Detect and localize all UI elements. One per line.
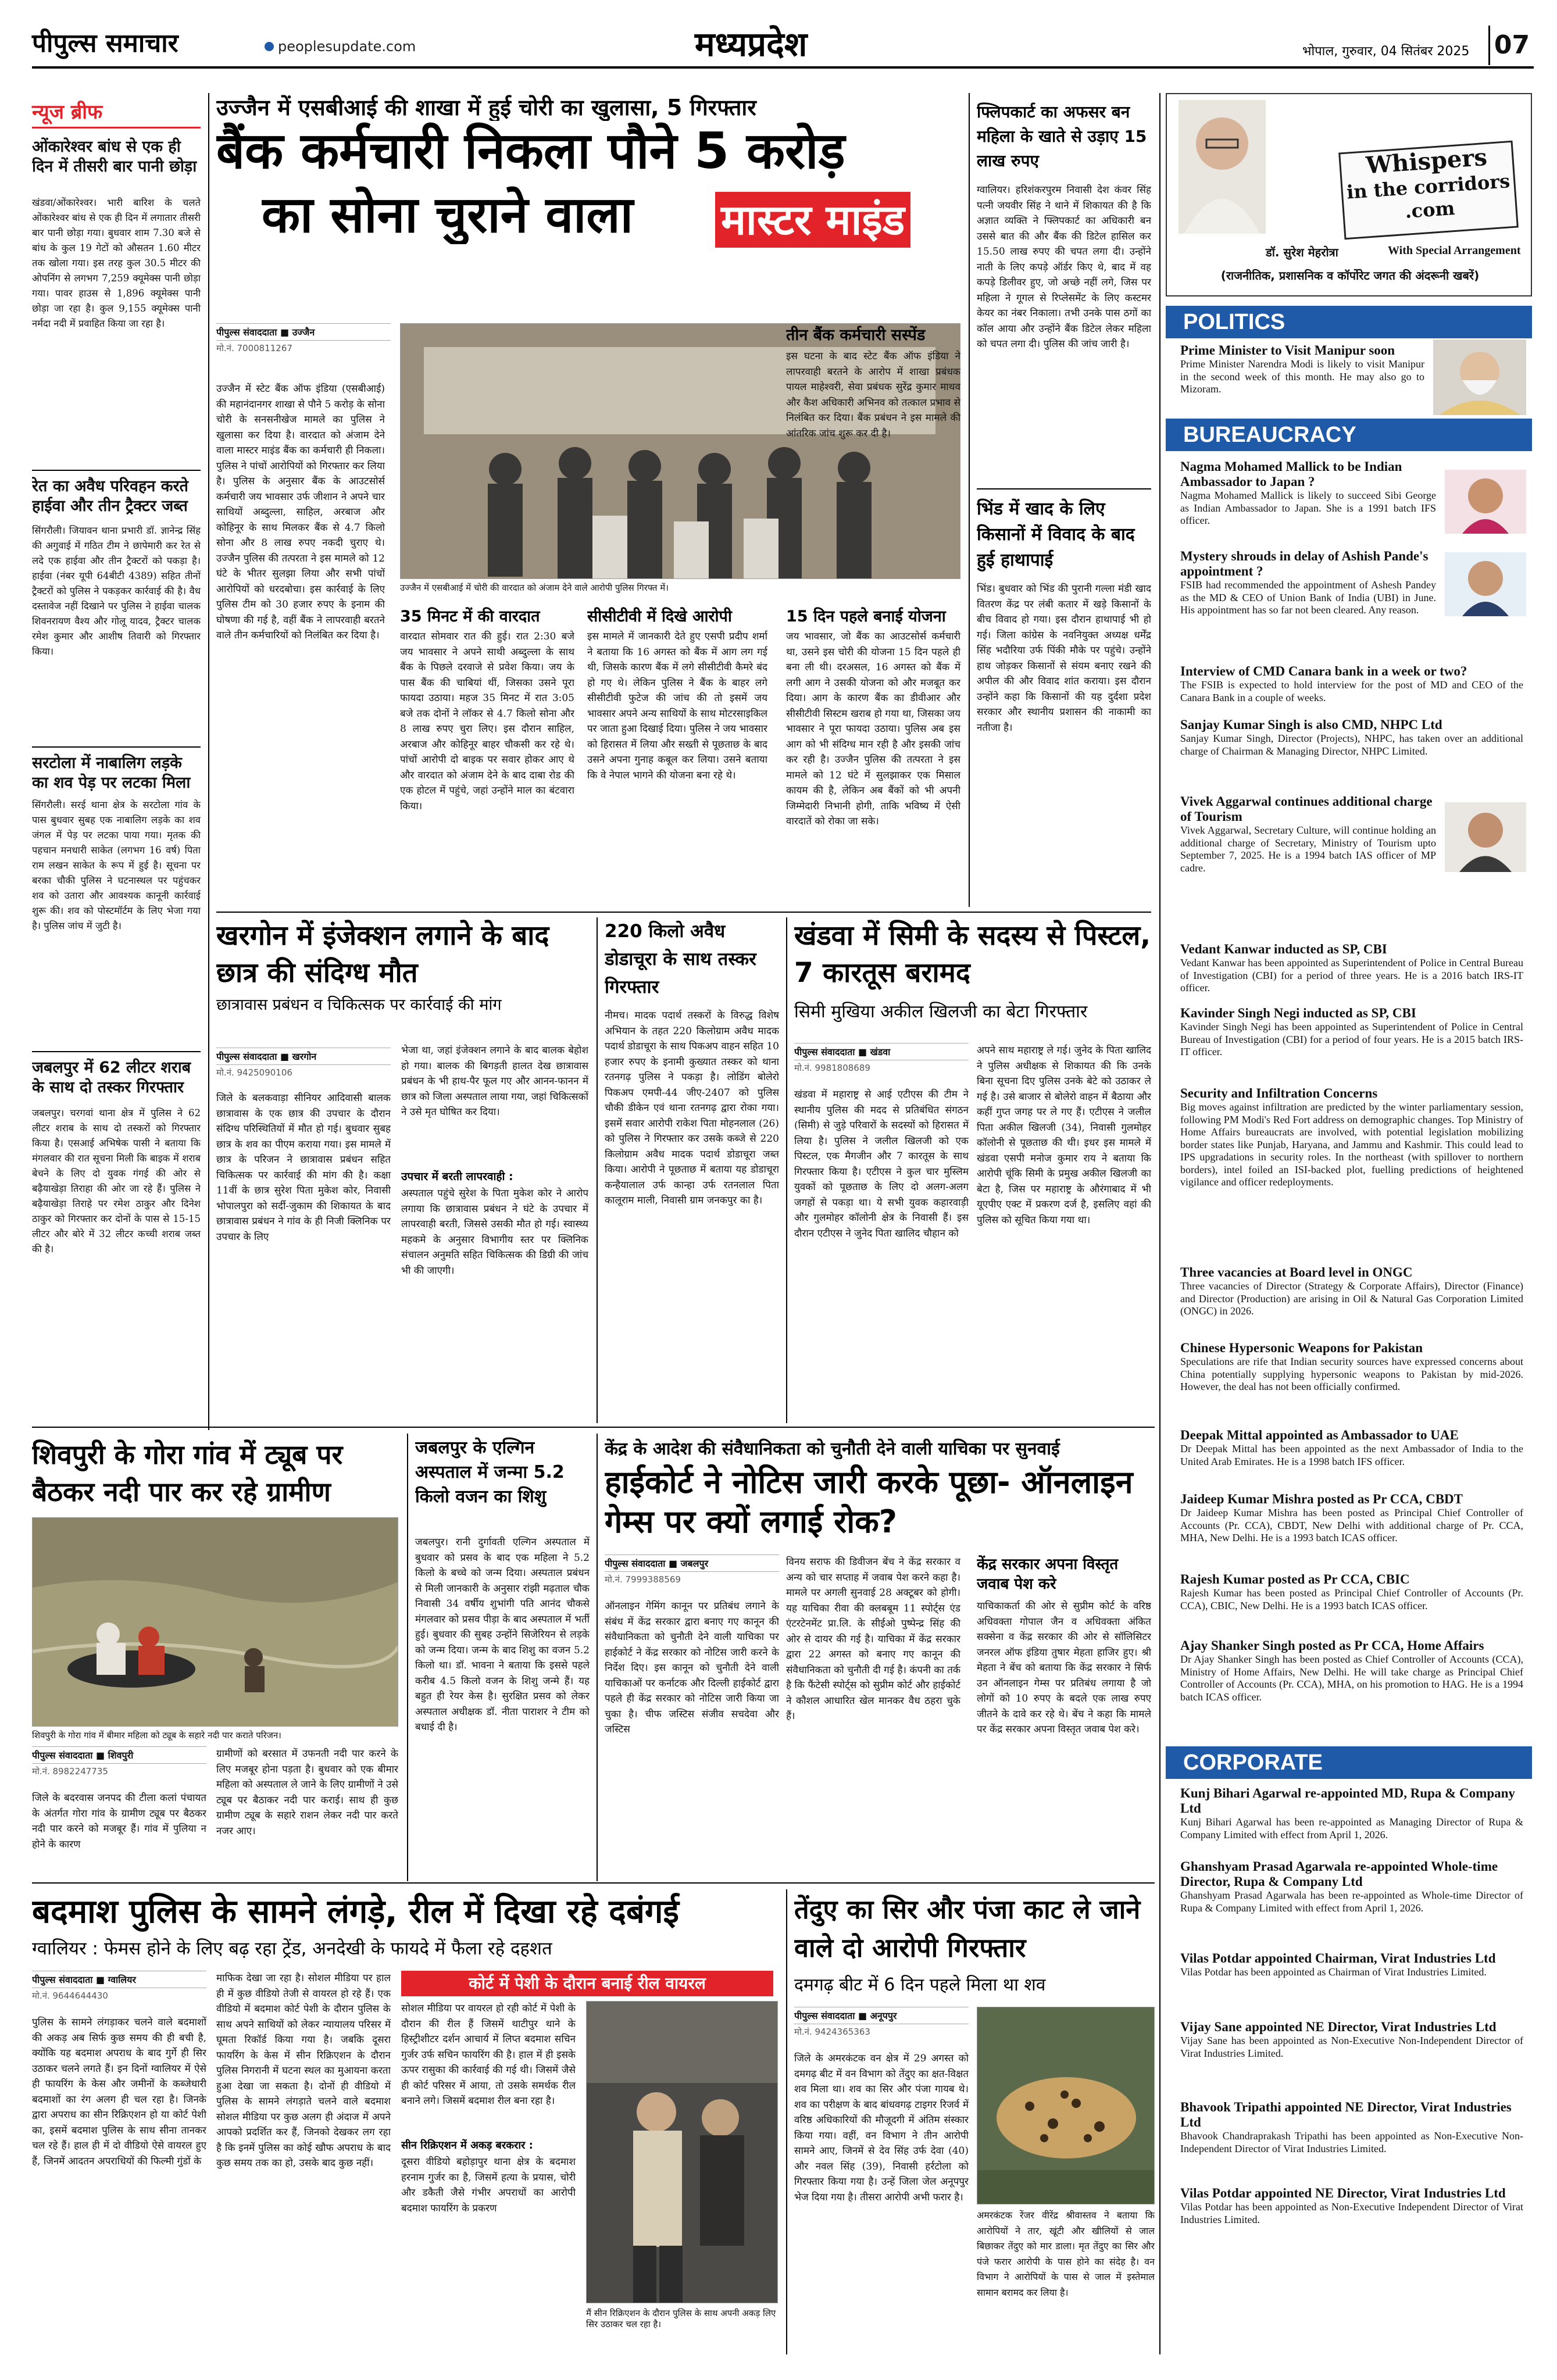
bhind-headline: भिंड में खाद के लिए किसानों में विवाद के बाद हुई हाथापाई xyxy=(977,499,1135,570)
masthead xyxy=(0,0,1557,70)
gwalior-body-col2: माफिक देखा जा रहा है। सोशल मीडिया पर हाल ही में कुछ वीडियो तेजी से वायरल हो रहे हैं। एक वीडियो में बदमाश कोर्ट पेशी के दौरान पुलिस के साथ अपने साथियों को लेकर न्यायालय परिसर में घूमता रिकॉर्ड किया गया है। जबकि दूसरा फायरिंग के केस में सीन रिक्रिएशन के दौरान पुलिस निगरानी में घटना स्थल का मुआयना करता हुआ देखा जा सकता है। दोनों ही वीडियो में पुलिस के सामने लंगड़ाते चलने वाले बदमाश सोशल मीडिया पर कुछ अलग ही अंदाज में अपने आपको प्रदर्शित कर हैं, जिनको देखकर लग रहा है कि इनमें पुलिस का कोई खौफ अपराध के बाद कुछ समय तक का हो, उसके बाद कुछ नहीं। xyxy=(216,1972,391,2169)
neemuch-headline: 220 किलो अवैध डोडाचूरा के साथ तस्कर गिरफ्तार xyxy=(605,921,756,998)
river-crossing-photo xyxy=(33,1518,398,1727)
byline-mobile: मो.नं. 7000811267 xyxy=(216,343,292,353)
anuppur-photo-caption: अमरकंटक रेंजर वीरेंद्र श्रीवास्तव ने बताया कि आरोपियों ने तार, खूंटी और खीलियों से जाल बिछाकर तेंदुए को मार डाला। मृत तेंदुए का सिर और पंजे फरार आरोपी के पास होने का संदेह है। वन विभाग ने आरोपियों के पास से जाल में इस्तेमाल सामान बरामद कर लिया है। xyxy=(977,2210,1155,2298)
highcourt-body-col1: ऑनलाइन गेमिंग कानून पर प्रतिबंध लगाने के संबंध में केंद्र सरकार द्वारा बनाए गए कानून की संवैधानिकता को चुनौती देने वाली याचिका पर हाईकोर्ट ने केंद्र सरकार को नोटिस जारी करने के निर्देश दिए। इस कानून को चुनौती देने वाली याचिकाओं पर कर्नाटक और दिल्ली हाईकोर्ट द्वारा पहले ही केंद्र सरकार को नोटिस जारी किया जा चुका है। चीफ जस्टिस संजीव सचदेवा और जस्टिस xyxy=(605,1600,779,1735)
divider xyxy=(32,1051,201,1052)
khandwa-body-col2: अपने साथ महाराष्ट्र ले गई। जुनेद के पिता खालिद ने पुलिस अधीक्षक से शिकायत की कि उनके बिना सूचना दिए पुलिस उनके बेटे को उठाकर ले गई है। उसे बाजार से बोलेरो वाहन में बैठाया और कहीं गुप्त जगह पर ले गए हैं। एटीएस ने जलील पिता अकील खिलजी (34), निवासी गुलमोहर कॉलोनी से पूछताछ की थी। इधर इस मामले में खंडवा एसपी मनोज कुमार राय ने बताया कि आरोपी चूंकि सिमी के प्रमुख अकील खिलजी का बेटा है, जिस पर महाराष्ट्र के औरंगाबाद में भी यूएपीए एक्ट में प्रकरण दर्ज है, इसलिए वहां की पुलिस को सूचित किया गया था। xyxy=(977,1045,1151,1226)
corporate-item-3: Vilas Potdar appointed Chairman, Virat Industries Ltd Vilas Potdar has been appointed as Chairman of Virat Industries Limited. xyxy=(1180,1951,1496,1978)
bureaucracy-item-3: Interview of CMD Canara bank in a week or two? The FSIB is expected to hold interview for the post of MD and CEO of the Canara Bank in a couple of weeks. xyxy=(1180,664,1523,703)
section-title: मध्यप्रदेश xyxy=(695,24,808,64)
khargone-headline: खरगोन में इंजेक्शन लगाने के बाद छात्र की संदिग्ध मौत xyxy=(216,920,549,989)
gwalior-body-col3b: दूसरा वीडियो बहोड़ापुर थाना क्षेत्र के बदमाश हरनाम गुर्जर का है, जिसमें हत्या के प्रयास, चोरी और डकैती जैसे गंभीर अपराधों का आरोपी बदमाश फायरिंग के प्रकरण xyxy=(401,2156,576,2214)
khargone-sub: उपचार में बरती लापरवाही : xyxy=(401,1170,513,1183)
corporate-item-1: Kunj Bihari Agarwal re-appointed MD, Rupa & Company Ltd Kunj Bihari Agarwal has been re-appointed as Managing Director of Rupa & Company Limited with effect from April 1, 2026. xyxy=(1180,1786,1523,1841)
story1-photo-caption: उज्जैन में एसबीआई में चोरी की वारदात को अंजाम देने वाले आरोपी पुलिस गिरफ्त में। xyxy=(400,583,669,593)
khargone-byline xyxy=(216,1048,391,1087)
gwalior-sub2: सीन रिक्रिएशन में अकड़ बरकरार : xyxy=(401,2139,533,2152)
gwalior-headline: बदमाश पुलिस के सामने लंगड़े, रील में दिखा रहे दबंगई xyxy=(32,1893,679,1931)
whispers-author: डॉ. सुरेश मेहरोत्रा xyxy=(1266,245,1338,259)
bureaucracy-item-9: Three vacancies at Board level in ONGC Three vacancies of Director (Strategy & Corporate Affairs), Director (Finance) and Director (Production) are arising in Oil & Natural Gas Corporation Limited (ONGC) in 2026. xyxy=(1180,1265,1523,1317)
brief-2-body: सिंगरौली। जियावन थाना प्रभारी डॉ. ज्ञानेन्द्र सिंह की अगुवाई में गठित टीम ने छापेमारी कर रेत से लदे एक हाईवा और तीन ट्रैक्टरों को पकड़ा है। हाईवा (नंबर यूपी 64बीटी 4389) सहित तीनों ट्रैक्टरों को पुलिस ने पकड़कर कार्रवाई की है। वैध दस्तावेज नहीं दिखाने पर पुलिस ने हाईवा चालक शिवनरायण वैश्य और गोलू यादव, ट्रैक्टर चालक रमेश कुमार और आशीष तिवारी को गिरफ्तार किया। xyxy=(32,525,201,657)
officer-photo xyxy=(1445,470,1526,534)
columnist-photo xyxy=(1179,100,1266,234)
officer-photo xyxy=(1445,802,1526,872)
brief-2-title: रेत का अवैध परिवहन करते हाईवा और तीन ट्रैक्टर जब्त xyxy=(32,477,188,515)
byline-name: पीपुल्स संवाददाता ■ शिवपुरी xyxy=(32,1746,206,1764)
corporate-header: CORPORATE xyxy=(1166,1746,1532,1779)
shivpuri-body-col2: ग्रामीणों को बरसात में उफनती नदी पार करने के लिए मजबूर होना पड़ता है। बुधवार को एक बीमार महिला को अस्पताल ले जाने के लिए ग्रामीणों ने उसे ट्यूब पर बैठाकर नदी पार कराई। साथ ही कुछ ग्रामीण ट्यूब के सहारे राशन लेकर नदी पार करते नजर आए। xyxy=(216,1748,398,1837)
column-rule xyxy=(597,917,598,1423)
news-brief-underline xyxy=(32,127,201,128)
section-divider xyxy=(32,1882,1155,1884)
byline-name: पीपुल्स संवाददाता ■ खरगोन xyxy=(216,1048,391,1065)
gwalior-photo xyxy=(586,2001,778,2303)
divider xyxy=(32,746,201,748)
bureaucracy-item-12: Jaideep Kumar Mishra posted as Pr CCA, CBDT Dr Jaideep Kumar Mishra has been posted as Principal Chief Controller of Accounts (Pr. CCA), CBDT, New Delhi with additional charge of Pr. CCA, MHA, New Delhi. He is a 1993 batch ICAS officer. xyxy=(1180,1492,1523,1543)
gwalior-body-col3: सोशल मीडिया पर वायरल हो रही कोर्ट में पेशी के दौरान की रील हैं जिसमें थाटीपुर थाने के हिस्ट्रीशीटर दर्शन आचार्य में लिप्त बदमाश सचिन गुर्जर उर्फ सचिन फायरिंग की है। हाल में ही इसके ऊपर रासुका की कार्रवाई की गई थी। जिसमें जैसे ही कोर्ट परिसर में आया, तो उसके समर्थक रील बनाने लगे। जिसमें बदमाश रील बना रहा है। xyxy=(401,2003,576,2107)
site-url[interactable]: peoplesupdate.com xyxy=(278,38,416,55)
khandwa-deck: सिमी मुखिया अकील खिलजी का बेटा गिरफ्तार xyxy=(794,1002,1088,1022)
column-rule xyxy=(597,1434,598,1881)
politics-item: Prime Minister to Visit Manipur soon Prime Minister Narendra Modi is likely to visit Manipur in the second week of this month. He may also go to Mizoram. xyxy=(1180,343,1424,395)
story1-headline-b: का सोना चुराने वाला xyxy=(262,186,634,244)
khandwa-byline xyxy=(794,1043,969,1082)
highcourt-body-col2: विनय सराफ की डिवीजन बेंच ने केंद्र सरकार व अन्य को चार सप्ताह में जवाब पेश करने कहा है। मामले पर अगली सुनवाई 28 अक्टूबर को होगी। यह याचिका रीवा की क्लबबूम 11 स्पोर्ट्स एंड एंटरटेनमेंट प्रा.लि. के सीईओ पुष्पेन्द्र सिंह की ओर से दायर की गई है। याचिका में केंद्र सरकार द्वारा 22 अगस्त को बनाए गए कानून की संवैधानिकता को चुनौती दी गई है। कंपनी का तर्क है कि फैंटेसी स्पोर्ट्स को सुप्रीम कोर्ट और हाईकोर्ट ने कौशल आधारित खेल मानकर वैध ठहरा चुके हैं। xyxy=(786,1556,960,1722)
byline-name: पीपुल्स संवाददाता ■ खंडवा xyxy=(794,1043,969,1060)
news-brief-label: न्यूज ब्रीफ xyxy=(32,101,103,124)
jabalpur-baby-headline: जबलपुर के एल्गिन अस्पताल में जन्मा 5.2 किलो वजन का शिशु xyxy=(415,1438,565,1507)
bureaucracy-item-8: Security and Infiltration Concerns Big moves against infiltration are predicted by the winter parliamentary session, following PM Modi's Red Fort address on demographic changes. Top Ministry of Home Affairs bureaucrats are involved, with potential legislation mobilizing border states like Punjab, Haryana, and Jammu and Kashmir. This could lead to IPS upgradations in security roles. In the northeast (with spillover to northern borders), intel foiled an ISI-backed plot, fuelling predictions of heightened vigilance and officer redeployments. xyxy=(1180,1086,1523,1188)
corporate-item-6: Vilas Potdar appointed NE Director, Virat Industries Ltd Vilas Potdar has been appointed as Non-Executive Independent Director of Virat Industries Limited. xyxy=(1180,2186,1523,2225)
story1-byline xyxy=(216,323,391,370)
divider xyxy=(977,488,1151,489)
bureaucracy-item-13: Rajesh Kumar posted as Pr CCA, CBIC Rajesh Kumar has been posted as Principal Chief Controller of Accounts (Pr. CCA), CBIC, New Delhi. He is a 1993 batch ICAS officer. xyxy=(1180,1572,1523,1611)
shivpuri-headline: शिवपुरी के गोरा गांव में ट्यूब पर बैठकर नदी पार कर रहे ग्रामीण xyxy=(32,1439,343,1507)
bureaucracy-item-4: Sanjay Kumar Singh is also CMD, NHPC Ltd Sanjay Kumar Singh, Director (Projects), NHPC, has taken over an additional charge of Chairman & Managing Director, NHPC Limited. xyxy=(1180,717,1523,757)
shivpuri-byline xyxy=(32,1746,206,1786)
whispers-title-b: in the corridors xyxy=(1345,170,1511,203)
anuppur-byline xyxy=(794,2007,969,2046)
issue-date: भोपाल, गुरुवार, 04 सितंबर 2025 xyxy=(1302,44,1470,59)
story1-sub2: सीसीटीवी में दिखे आरोपी xyxy=(587,607,732,626)
brief-1-title: ओंकारेश्वर बांध से एक ही दिन में तीसरी बार पानी छोड़ा xyxy=(32,138,197,176)
divider xyxy=(32,470,201,471)
neemuch-body: नीमच। मादक पदार्थ तस्करों के विरुद्ध विशेष अभियान के तहत 220 किलोग्राम अवैध मादक पदार्थ डोडाचूरा के साथ पिकअप वाहन सहित 10 हजार रुपए के इनामी कुख्यात तस्कर को थाना रतनगढ़ पुलिस ने पकड़ा है। लोडिंग बोलेरो पिकअप एमपी-44 जीए-2407 को पुलिस चौकी डीकेन एवं थाना रतनगढ़ द्वारा रोका गया। इसमें सवार आरोपी राकेश पिता मोहनलाल (26) को पुलिस ने गिरफ्तार कर उसके कब्जे से 220 किलोग्राम अवैध मादक पदार्थ डोडाचूरा जब्त किया। आरोपी ने पूछताछ में बताया यह डोडाचूरा कन्हैयालाल उर्फ कान्हा उर्फ रतनलाल पिता कालूराम माली, निवासी ग्राम जनकपुर का है। xyxy=(605,1010,779,1206)
whispers-title-a: Whispers xyxy=(1365,143,1488,180)
bureaucracy-item-5: Vivek Aggarwal continues additional charge of Tourism Vivek Aggarwal, Secretary Culture, will continue holding an additional charge of Secretary, Ministry of Tourism upto September 7, 2025. He is a 1994 batch IAS officer of MP cadre. xyxy=(1180,794,1436,874)
highcourt-body-col3: याचिकाकर्ता की ओर से सुप्रीम कोर्ट के वरिष्ठ अधिवक्ता गोपाल जैन व अधिवक्ता अंकित सक्सेना व केंद्र सरकार की ओर से सॉलिसिटर जनरल ऑफ इंडिया तुषार मेहता हाजिर हुए। श्री मेहता ने बेंच को बताया कि केंद्र सरकार ने सिर्फ उन ऑनलाइन गेम्स पर प्रतिबंध लगाया है जो लोगों को 10 रुपए के बदले एक लाख रुपए जीतने के दावे कर रहे थे। बेंच ने कहा कि मामले पर केंद्र सरकार अपना विस्तृत जवाब पेश करे। xyxy=(977,1600,1151,1735)
byline-mobile: मो.नं. 7999388569 xyxy=(605,1574,681,1585)
bureaucracy-item-10: Chinese Hypersonic Weapons for Pakistan Speculations are rife that Indian security sources have expressed concerns about China potentially supplying hypersonic weapons to Pakistan by mid-2026. However, the deal has not been officially confirmed. xyxy=(1180,1341,1523,1392)
brief-3-body: सिंगरौली। सरई थाना क्षेत्र के सरटोला गांव के पास बुधवार सुबह एक नाबालिग लड़के का शव जंगल में पेड़ पर लटका पाया गया। मृतक की पहचान मनधारी साकेत (लगभग 16 वर्ष) पिता राम लखन साकेत के रूप में हुई है। सूचना पर बरका चौकी पुलिस ने घटनास्थल पर पहुंचकर शव को उतारा और आवश्यक कानूनी कार्रवाई शुरू की। शव को पोस्टमॉर्टम के लिए भेजा गया है। पुलिस जांच में जुटी है। xyxy=(32,799,201,931)
highcourt-kicker: केंद्र के आदेश की संवैधानिकता को चुनौती देने वाली याचिका पर सुनवाई xyxy=(605,1439,1060,1459)
story1-body-col1: उज्जैन में स्टेट बैंक ऑफ इंडिया (एसबीआई) की महानंदानगर शाखा से पौने 5 करोड़ के सोना चोरी के सनसनीखेज मामले का पुलिस ने खुलासा कर दिया है। वारदात को अंजाम देने वाला मास्टर माइंड बैंक का कर्मचारी ही निकला। पुलिस ने पांचों आरोपियों को गिरफ्तार कर लिया है। पुलिस के अनुसार बैंक के आउटसोर्स कर्मचारी जय भावसार उर्फ जीशान ने अपने चार साथियों अब्दुल्ला, साहिल, अरबाज और कोहिनूर के साथ मिलकर बैंक से 4.7 किलो सोना और 8 लाख रुपए नकदी चुराए थे। उज्जैन पुलिस की तत्परता ने इस मामले को 12 घंटे के भीतर सुलझा लिया और सभी पांचों आरोपियों को धरदबोचा। इस कार्रवाई के लिए पुलिस टीम को 30 हजार रुपए के इनाम की घोषणा की गई है, वहीं बैंक ने लापरवाही बरतने वाले तीन कर्मचारियों को निलंबित कर दिया है। xyxy=(216,383,385,641)
highcourt-byline xyxy=(605,1554,779,1594)
byline-mobile: मो.नं. 8982247735 xyxy=(32,1766,108,1777)
khargone-body-col1: जिले के बलकवाड़ा सीनियर आदिवासी बालक छात्रावास के एक छात्र की उपचार के दौरान संदिग्ध परिस्थितियों में मौत हो गई। बुधवार सुबह छात्र के शव का पीएम कराया गया। इस मामले में छात्र के परिजन ने छात्रावास प्रबंधन सहित चिकित्सक पर कार्रवाई की मांग की है। कक्षा 11वीं के छात्र सुरेश पिता मुकेश कोर, निवासी भोपालपुरा को सर्दी-जुकाम की शिकायत के बाद छात्रावास प्रबंधन ने गांव के ही निजी क्लिनिक पर उपचार के लिए xyxy=(216,1092,391,1243)
byline-mobile: मो.नं. 9981808689 xyxy=(794,1063,870,1073)
court-reel-photo xyxy=(587,2002,778,2303)
story1-sub4-body: जय भावसार, जो बैंक का आउटसोर्स कर्मचारी था, उसने इस चोरी की योजना 15 दिन पहले ही बना ली थी। दरअसल, 16 अगस्त को बैंक में लगी आग ने उसकी योजना को और मजबूत कर दिया। आग के कारण बैंक का डीवीआर और सीसीटीवी सिस्टम खराब हो गया था, जिसका जय भावसार ने पूरा फायदा उठाया। पुलिस अब इस आग को भी संदिग्ध मान रही है और इसकी जांच कर रही है। उज्जैन पुलिस की तत्परता ने इस मामले को 12 घंटे में सुलझाकर एक मिसाल कायम की है, लेकिन अब बैंकों को भी अपनी जिम्मेदारी निभानी होगी, ताकि भविष्य में ऐसी वारदातें को रोका जा सके। xyxy=(786,631,960,827)
byline-mobile: मो.नं. 9425090106 xyxy=(216,1067,292,1078)
column-rule xyxy=(786,1889,787,2354)
bureaucracy-item-7: Kavinder Singh Negi inducted as SP, CBI Kavinder Singh Negi has been appointed as Superintendent of Police in Central Bureau of Investigation (CBI) for a period of four years. He is a 2015 batch IRS-IT officer. xyxy=(1180,1006,1523,1057)
whispers-tagline: (राजनीतिक, प्रशासनिक व कॉर्पोरेट जगत की अंदरूनी खबरें) xyxy=(1220,269,1480,283)
byline-name: पीपुल्स संवाददाता ■ अनूपपुर xyxy=(794,2007,969,2024)
flipkart-headline: फ्लिपकार्ट का अफसर बन महिला के खाते से उड़ाए 15 लाख रुपए xyxy=(977,102,1147,170)
story1-sub1: 35 मिनट में की वारदात xyxy=(400,607,540,626)
section-divider xyxy=(32,1427,1155,1428)
story1-sub2-body: इस मामले में जानकारी देते हुए एसपी प्रदीप शर्मा ने बताया कि 16 अगस्त को बैंक में आग लग गई थी, जिसके कारण बैंक में लगे सीसीटीवी कैमरे बंद हो गए थे। लेकिन पुलिस ने बैंक के बाहर लगे सीसीटीवी फुटेज की जांच की तो इसमें जय भावसार अपने अन्य साथियों के साथ मोटरसाइकिल पर जाता हुआ दिखाई दिया। पुलिस ने जय भावसार को हिरासत में लिया और सख्ती से पूछताछ के बाद उसने अपना गुनाह कबूल कर लिया। उसने बताया कि वे नेपाल भागने की योजना बना रहे थे। xyxy=(587,631,767,781)
khandwa-headline: खंडवा में सिमी के सदस्य से पिस्टल, 7 कारतूस बरामद xyxy=(794,920,1151,989)
anuppur-body: जिले के अमरकंटक वन क्षेत्र में 29 अगस्त को दमगढ़ बीट में वन विभाग को तेंदुए का क्षत-विक्षत शव मिला था। शव का सिर और पंजा गायब थे। शव का परीक्षण के बाद बांधवगढ़ टाइगर रिजर्व में वरिष्ठ अधिकारियों की मौजूदगी में अंतिम संस्कार किया गया। वहीं, वन विभाग ने तीन आरोपी सामने आए, जिनमें से देव सिंह उर्फ देवा (40) और नवल सिंह (39), निवासी हर्रटोला को गिरफ्तार किया गया है। उन्हें जिला जेल अनूपपुर भेज दिया गया है। तीसरा आरोपी अभी फरार है। xyxy=(794,2053,969,2203)
jabalpur-baby-body: जबलपुर। रानी दुर्गावती एल्गिन अस्पताल में बुधवार को प्रसव के बाद एक महिला ने 5.2 किलो के बच्चे को जन्म दिया। अस्पताल प्रबंधन से मिली जानकारी के अनुसार रांझी मढ़ताल चौक निवासी 34 वर्षीय शुभांगी पति आनंद चौकसे मंगलवार को प्रसव पीड़ा के बाद अस्पताल में भर्ती हुई। बुधवार की सुबह उन्होंने सिजेरियन से लड़के को जन्म दिया। जन्म के बाद शिशु का वजन 5.2 किलो था। डॉ. भावना ने बताया कि इससे पहले करीब 4.5 किलो वजन के शिशु जन्मे हैं। यह बहुत ही रेयर केस है। सुरक्षित प्रसव को लेकर अस्पताल अधीक्षक डॉ. नीता पाराशर ने टीम को बधाई दी है। xyxy=(415,1536,590,1733)
byline-name: पीपुल्स संवाददाता ■ ग्वालियर xyxy=(32,1971,206,1988)
section-divider xyxy=(216,912,1151,913)
shivpuri-photo xyxy=(32,1517,398,1727)
bureaucracy-item-1: Nagma Mohamed Mallick to be Indian Ambassador to Japan ? Nagma Mohamed Mallick is likely to succeed Sibi George as Indian Ambassador to Japan. She is a 1991 batch IFS officer. xyxy=(1180,459,1436,526)
khargone-deck: छात्रावास प्रबंधन व चिकित्सक पर कार्रवाई की मांग xyxy=(216,996,502,1014)
column-rule xyxy=(969,93,970,907)
gwalior-byline xyxy=(32,1971,206,2010)
newspaper-logo: पीपुल्स समाचार xyxy=(32,28,178,58)
gwalior-deck: ग्वालियर : फेमस होने के लिए बढ़ रहा ट्रेंड, अनदेखी के फायदे में फैला रहे दहशत xyxy=(32,1938,552,1959)
bureaucracy-item-14: Ajay Shanker Singh posted as Pr CCA, Home Affairs Dr Ajay Shanker Singh has been posted as Chief Controller of Accounts (CCA), Ministry of Home Affairs, New Delhi. He will take charge as Principal Chief Controller of Accounts (Pr. CCA), MHA, on his promotion to HAG. He is a 1994 batch ICAS officer. xyxy=(1180,1638,1523,1703)
highcourt-headline: हाईकोर्ट ने नोटिस जारी करके पूछा- ऑनलाइन गेम्स पर क्यों लगाई रोक? xyxy=(605,1464,1133,1540)
gwalior-body-col1: पुलिस के सामने लंगड़ाकर चलने वाले बदमाशों की अकड़ अब सिर्फ कुछ समय की ही बची है, क्योंकि यह बदमाश अपराध के बाद गुर्गे ही सिर उठाकर चलने लगते हैं। इन दिनों ग्वालियर में ऐसे ही फायरिंग के केस और जमीनों के कब्जेधारी बदमाशों का रंग अलग ही चल रहा है। जिनके द्वारा अपराध का सीन रिक्रिएशन हो या कोर्ट पेशी का, इसमें बदमाश पुलिस के साथ सीना तानकर चल रहे हैं। हाल ही में दो वीडियो ऐसे वायरल हुए हैं, जिनमें आदतन अपराधियों की फिल्मी गुंडों के xyxy=(32,2017,206,2167)
story1-headline-a: बैंक कर्मचारी निकला पौने 5 करोड़ xyxy=(216,122,845,180)
byline-mobile: मो.नं. 9644644430 xyxy=(32,1991,108,2001)
page-number: 07 xyxy=(1488,26,1534,65)
corporate-item-4: Vijay Sane appointed NE Director, Virat Industries Ltd Vijay Sane has been appointed as Non-Executive Non-Independent Director of Virat Industries Limited. xyxy=(1180,2020,1523,2059)
story1-sub4: 15 दिन पहले बनाई योजना xyxy=(786,607,946,626)
khargone-body-col2: भेजा था, जहां इंजेक्शन लगाने के बाद बालक बेहोश हो गया। बालक की बिगड़ती हालत देख छात्रावास प्रबंधन के भी हाथ-पैर फूल गए और आनन-फानन में छात्र को जिला अस्पताल लाया गया, जहां चिकित्सकों ने उसे मृत घोषित कर दिया। xyxy=(401,1045,588,1118)
modi-photo xyxy=(1433,340,1526,415)
column-rule xyxy=(786,917,787,1423)
bhind-body: भिंड। बुधवार को भिंड की पुरानी गल्ला मंडी खाद वितरण केंद्र पर लंबी कतार में खड़े किसानों के बीच विवाद हो गया। इस दौरान हाथापाई भी हो गई। जिला कांग्रेस के नवनियुक्त अध्यक्ष धर्मेंद्र सिंह भदौरिया उर्फ पिंकी मौके पर पहुंचे। उन्होंने हाथ जोड़कर किसानों से संयम बनाए रखने की अपील की और विवाद शांत कराया। इस दौरान उन्होंने कहा कि किसानों की यह दुर्दशा प्रदेश सरकार और स्थानीय प्रशासन की नाकामी का नतीजा है। xyxy=(977,583,1151,734)
brief-4-title: जबलपुर में 62 लीटर शराब के साथ दो तस्कर गिरफ्तार xyxy=(32,1059,191,1096)
story1-sub3-body-text: इस घटना के बाद स्टेट बैंक ऑफ इंडिया ने लापरवाही बरतने के आरोप में शाखा प्रबंधक पायल माहेश्वरी, सेवा प्रबंधक सुरेंद्र कुमार माथव और कैश अधिकारी अभिनव को तत्काल प्रभाव से निलंबित कर दिया। बैंक प्रबंधन ने इस मामले की आंतरिक जांच शुरू कर दी है। xyxy=(786,351,960,439)
bureaucracy-item-6: Vedant Kanwar inducted as SP, CBI Vedant Kanwar has been appointed as Superintendent of Police in Central Bureau of Investigation (CBI) for a period of three years. He is a 2016 batch IRS-IT officer. xyxy=(1180,942,1523,994)
flipkart-body: ग्वालियर। हरिशंकरपुरम निवासी देश कंवर सिंह पत्नी जयवीर सिंह ने थाने में शिकायत की है कि अज्ञात व्यक्ति ने फ्लिपकार्ट का अधिकारी बन उससे बात की और बैंक की डिटेल हासिल कर 15.50 लाख रुपए की चपत लगा दी। उन्होंने नाती के लिए कपड़े ऑर्डर किए थे, बाद में वह कपड़े डिलीवर हुए, जो अच्छे नहीं लगे, जिस पर महिला ने गूगल से रिप्लेसमेंट के लिए कस्टमर केयर का नंबर निकाला। तभी उनके पास ठगों का कॉल आया और उन्होंने बैंक डिटेल लेकर महिला को चपत लगा दी। पुलिस की जांच जारी है। xyxy=(977,184,1151,350)
highcourt-sub: केंद्र सरकार अपना विस्तृत जवाब पेश करे xyxy=(977,1556,1119,1593)
byline-mobile: मो.नं. 9424365363 xyxy=(794,2027,870,2037)
byline-name: पीपुल्स संवाददाता ■ उज्जैन xyxy=(216,323,391,341)
brief-1-body: खंडवा/ओंकारेश्वर। भारी बारिश के चलते ओंकारेश्वर बांध से एक ही दिन में लगातार तीसरी बार पानी छोड़ा गया। बुधवार शाम 7.30 बजे से बांध के कुल 19 गेटों को औसतन 1.60 मीटर तक खोला गया। इस तरह कुल 30.5 मीटर की ओपनिंग से लगभग 7,259 क्यूमेक्स पानी छोड़ा गया। पावर हाउस से 1,896 क्यूमेक्स पानी छोड़ा जा रहा है। कुल 9,155 क्यूमेक्स पानी नर्मदा नदी में प्रवाहित किया जा रहा है। xyxy=(32,197,201,329)
column-rule xyxy=(407,1434,408,1881)
bureaucracy-header: BUREAUCRACY xyxy=(1166,419,1532,451)
khargone-body-col2b: अस्पताल पहुंचे सुरेश के पिता मुकेश कोर ने आरोप लगाया कि छात्रावास प्रबंधन ने घंटे के उपचार में लापरवाही बरती, जिससे उसकी मौत हो गई। स्वास्थ्य महकमे के अनुसार विभागीय स्तर पर क्लिनिक संचालन अनुमति सहित चिकित्सक की डिग्री की जांच भी की जाएगी। xyxy=(401,1188,588,1277)
anuppur-headline: तेंदुए का सिर और पंजा काट ले जाने वाले दो आरोपी गिरफ्तार xyxy=(794,1894,1141,1963)
corporate-item-2: Ghanshyam Prasad Agarwala re-appointed Whole-time Director, Rupa & Company Ltd Ghanshyam Prasad Agarwala has been re-appointed as Whole-time Director of Rupa & Company Limited with effect from April 1, 2026. xyxy=(1180,1859,1523,1914)
masthead-rule xyxy=(32,66,1534,69)
brief-3-title: सरटोला में नाबालिग लड़के का शव पेड़ पर लटका मिला xyxy=(32,754,191,792)
column-rule xyxy=(208,93,209,1430)
gwalior-sub-banner: कोर्ट में पेशी के दौरान बनाई रील वायरल xyxy=(401,1971,773,1996)
whispers-arrangement: With Special Arrangement xyxy=(1388,244,1521,257)
globe-icon xyxy=(265,42,274,51)
bureaucracy-item-11: Deepak Mittal appointed as Ambassador to UAE Dr Deepak Mittal has been appointed as the next Ambassador of India to the United Arab Emirates. He is a 1998 batch IFS officer. xyxy=(1180,1428,1523,1467)
shivpuri-photo-caption: शिवपुरी के गोरा गांव में बीमार महिला को ट्यूब के सहारे नदी पार कराते परिजन। xyxy=(32,1730,281,1741)
corporate-item-5: Bhavook Tripathi appointed NE Director, Virat Industries Ltd Bhavook Chandraprakash Tripathi has been appointed as Non-Executive Non-Independent Director of Virat Industries Limited. xyxy=(1180,2100,1523,2154)
story1-sub3: तीन बैंक कर्मचारी सस्पेंड xyxy=(786,326,926,344)
khandwa-body-col1: खंडवा में महाराष्ट्र से आई एटीएस की टीम ने स्थानीय पुलिस की मदद से प्रतिबंधित संगठन (सिमी) से जुड़े परिवारों के सदस्यों को हिरासत में लिया है। पुलिस ने जलील खिलजी को एक पिस्टल, एक मैगजीन और 7 कारतूस के साथ गिरफ्तार किया है। एटीएस ने कुल चार मुस्लिम युवकों को पूछताछ के लिए दो अलग-अलग जगहों से पकड़ा था। ये सभी युवक कहारवाड़ी और गुलमोहर कॉलोनी क्षेत्र के निवासी हैं। इस दौरान एटीएस ने जुनेद पिता खालिद चौहान को xyxy=(794,1089,969,1239)
anuppur-photo xyxy=(977,2007,1155,2204)
column-rule xyxy=(1159,93,1160,2354)
gwalior-photo-caption: मैं सीन रिक्रिएशन के दौरान पुलिस के साथ अपनी अकड़ लिए सिर उठाकर चल रहा है। xyxy=(586,2308,776,2329)
anuppur-deck: दमगढ़ बीट में 6 दिन पहले मिला था शव xyxy=(794,1975,1046,1995)
whispers-title xyxy=(1338,141,1519,240)
officer-photo xyxy=(1445,552,1526,616)
leopard-carcass-photo xyxy=(977,2007,1155,2204)
story1-sub1-body: वारदात सोमवार रात की हुई। रात 2:30 बजे जय भावसार ने अपने साथी अब्दुल्ला के साथ बैंक के पिछले दरवाजे से प्रवेश किया। जय के पास बैंक की चाबियां थीं, जिसका उसने पूरा फायदा उठाया। महज 35 मिनट में रात 3:05 बजे तक दोनों ने लॉकर से 4.7 किलो सोना और 8 लाख रुपए चुरा लिए। इस दौरान साहिल, अरबाज और कोहिनूर बाहर चौकसी कर रहे थे। पांचों आरोपी दो बाइक पर सवार होकर आए थे और वारदात को अंजाम देने के बाद दाबा रोड की एक होटल में पहुंचे, जहां उन्होंने माल का बंटवारा किया। xyxy=(400,631,574,812)
byline-name: पीपुल्स संवाददाता ■ जबलपुर xyxy=(605,1554,779,1572)
story1-headline-highlight: मास्टर माइंड xyxy=(715,192,910,248)
whispers-title-c: .com xyxy=(1404,196,1456,223)
politics-header: POLITICS xyxy=(1166,306,1532,338)
shivpuri-body-col1: जिले के बदरवास जनपद की टीला कलां पंचायत के अंतर्गत गोरा गांव के ग्रामीण ट्यूब पर बैठकर नदी पार करने को मजबूर हैं। गांव में पुलिया न होने के कारण xyxy=(32,1792,206,1850)
story1-kicker: उज्जैन में एसबीआई की शाखा में हुई चोरी का खुलासा, 5 गिरफ्तार xyxy=(216,95,756,120)
brief-4-body: जबलपुर। चरगवां थाना क्षेत्र में पुलिस ने 62 लीटर शराब के साथ दो तस्करों को गिरफ्तार किया है। एसआई अभिषेक पासी ने बताया कि मंगलवार की रात सूचना मिली कि बाइक में शराब बेचने के लिए दो युवक गंगई की ओर से बढ़ैयाखेड़ा तिराहा की ओर जा रहे हैं। पुलिस ने बढ़ैयाखेड़ा तिराहे पर रमेश ठाकुर और दिनेश ठाकुर को गिरफ्तार कर दोनों के पास से 15-15 लीटर और बोरे में 32 लीटर कच्ची शराब जब्त की है। xyxy=(32,1107,201,1255)
bureaucracy-item-2: Mystery shrouds in delay of Ashish Pande's appointment ? FSIB had recommended the appointment of Ashesh Pandey as the MD & CEO of Union Bank of India (UBI) in June. His appointment has so far not been cleared. Any reason. xyxy=(1180,549,1436,616)
whispers-panel xyxy=(1166,93,1532,296)
